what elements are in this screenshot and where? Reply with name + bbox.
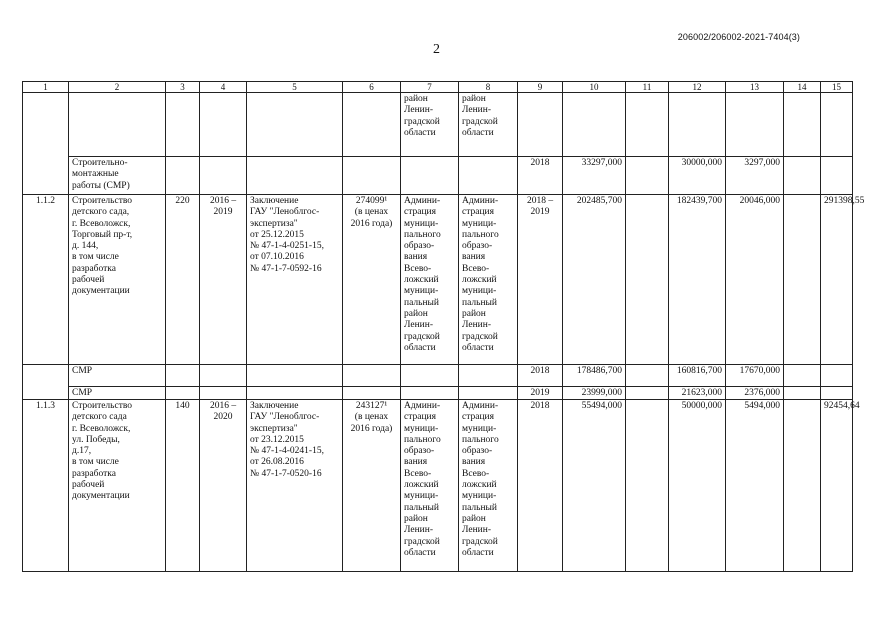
table-cell bbox=[401, 387, 459, 400]
item-name-cell: Строительство детского сада, г. Всеволожск, Торговый пр-т, д. 144, в том числе разработка рабочей документации bbox=[69, 195, 166, 365]
table-cell bbox=[626, 93, 669, 157]
estimated-cost-cell: 243127¹ (в ценах 2016 года) bbox=[343, 400, 401, 572]
period-cell: 2016 – 2020 bbox=[200, 400, 247, 572]
table-cell bbox=[626, 157, 669, 195]
table-cell bbox=[23, 93, 69, 195]
amount-cell: 2376,000 bbox=[726, 387, 784, 400]
table-cell bbox=[200, 387, 247, 400]
year-cell: 2018 bbox=[518, 157, 563, 195]
capacity-cell: 140 bbox=[166, 400, 200, 572]
table-cell bbox=[784, 400, 821, 572]
table-cell bbox=[784, 387, 821, 400]
table-cell bbox=[247, 365, 343, 387]
amount-cell: 202485,700 bbox=[563, 195, 626, 365]
amount-cell: 23999,000 bbox=[563, 387, 626, 400]
year-cell: 2018 – 2019 bbox=[518, 195, 563, 365]
contractor-cell: район Ленин- градской области bbox=[459, 93, 518, 157]
amount-cell: 182439,700 bbox=[669, 195, 726, 365]
table-cell bbox=[784, 157, 821, 195]
table-cell bbox=[200, 157, 247, 195]
table-cell bbox=[459, 387, 518, 400]
table-cell bbox=[459, 365, 518, 387]
column-number: 10 bbox=[563, 82, 626, 93]
year-cell: 2019 bbox=[518, 387, 563, 400]
column-number: 3 bbox=[166, 82, 200, 93]
table-cell bbox=[726, 93, 784, 157]
table-row-continuation bbox=[23, 93, 853, 157]
amount-cell: 20046,000 bbox=[726, 195, 784, 365]
estimated-cost-cell: 274099¹ (в ценах 2016 года) bbox=[343, 195, 401, 365]
column-number: 8 bbox=[459, 82, 518, 93]
column-number: 13 bbox=[726, 82, 784, 93]
table-cell bbox=[821, 93, 853, 157]
table-cell bbox=[343, 93, 401, 157]
column-number: 5 bbox=[247, 82, 343, 93]
table-cell bbox=[166, 157, 200, 195]
table-cell bbox=[166, 387, 200, 400]
expertise-cell: Заключение ГАУ "Леноблгос- экспертиза" от 23.12.2015 № 47-1-4-0241-15, от 26.08.2016 № 47-1-7-0520-16 bbox=[247, 400, 343, 572]
table-cell bbox=[401, 365, 459, 387]
column-number: 1 bbox=[23, 82, 69, 93]
table-cell bbox=[626, 400, 669, 572]
amount-cell: 17670,000 bbox=[726, 365, 784, 387]
column-number: 14 bbox=[784, 82, 821, 93]
customer-cell: Админи- страция муници- пального образо- вания Всево- ложский муници- пальный район Ленин- градской области bbox=[401, 400, 459, 572]
table-cell bbox=[669, 93, 726, 157]
amount-cell: 33297,000 bbox=[563, 157, 626, 195]
item-number-cell: 1.1.3 bbox=[23, 400, 69, 572]
column-number: 7 bbox=[401, 82, 459, 93]
table-cell bbox=[200, 93, 247, 157]
table-cell bbox=[459, 157, 518, 195]
item-name-cell: СМР bbox=[69, 387, 166, 400]
table-cell bbox=[821, 387, 853, 400]
period-cell: 2016 – 2019 bbox=[200, 195, 247, 365]
table-cell bbox=[518, 93, 563, 157]
column-number: 2 bbox=[69, 82, 166, 93]
amount-cell: 178486,700 bbox=[563, 365, 626, 387]
capacity-cell: 220 bbox=[166, 195, 200, 365]
table-cell bbox=[247, 93, 343, 157]
amount-cell: 92454,64 bbox=[821, 400, 853, 572]
table-cell bbox=[343, 365, 401, 387]
table-cell bbox=[626, 365, 669, 387]
column-number: 12 bbox=[669, 82, 726, 93]
table-row-1-1-3 bbox=[23, 400, 853, 572]
table-cell bbox=[69, 93, 166, 157]
item-name-cell: СМР bbox=[69, 365, 166, 387]
column-number: 9 bbox=[518, 82, 563, 93]
table-cell bbox=[784, 365, 821, 387]
table-cell bbox=[200, 365, 247, 387]
item-name-cell: Строительно- монтажные работы (СМР) bbox=[69, 157, 166, 195]
table-cell bbox=[401, 157, 459, 195]
item-number-cell: 1.1.2 bbox=[23, 195, 69, 365]
table-cell bbox=[821, 365, 853, 387]
table-cell bbox=[784, 93, 821, 157]
table-cell bbox=[821, 157, 853, 195]
customer-cell: район Ленин- градской области bbox=[401, 93, 459, 157]
table-cell bbox=[343, 157, 401, 195]
column-number: 6 bbox=[343, 82, 401, 93]
document-number: 206002/206002-2021-7404(3) bbox=[677, 32, 800, 42]
amount-cell: 55494,000 bbox=[563, 400, 626, 572]
table-cell bbox=[247, 157, 343, 195]
amount-cell: 5494,000 bbox=[726, 400, 784, 572]
contractor-cell: Админи- страция муници- пального образо- вания Всево- ложский муници- пальный район Ленин- градской области bbox=[459, 400, 518, 572]
table-cell bbox=[563, 93, 626, 157]
table-cell bbox=[23, 365, 69, 400]
amount-cell: 21623,000 bbox=[669, 387, 726, 400]
year-cell: 2018 bbox=[518, 400, 563, 572]
table-row-smr bbox=[23, 387, 853, 400]
amount-cell: 291398,55 bbox=[821, 195, 853, 365]
table-row-smr bbox=[23, 157, 853, 195]
table-cell bbox=[784, 195, 821, 365]
amount-cell: 30000,000 bbox=[669, 157, 726, 195]
table-cell bbox=[626, 387, 669, 400]
column-number-row bbox=[23, 82, 853, 93]
table-cell bbox=[626, 195, 669, 365]
amount-cell: 50000,000 bbox=[669, 400, 726, 572]
table-cell bbox=[247, 387, 343, 400]
page-number: 2 bbox=[433, 42, 440, 57]
customer-cell: Админи- страция муници- пального образо- вания Всево- ложский муници- пальный район Ленин- градской области bbox=[401, 195, 459, 365]
column-number: 4 bbox=[200, 82, 247, 93]
item-name-cell: Строительство детского сада г. Всеволожск, ул. Победы, д.17, в том числе разработка рабочей документации bbox=[69, 400, 166, 572]
table-cell bbox=[343, 387, 401, 400]
table-cell bbox=[166, 93, 200, 157]
expertise-cell: Заключение ГАУ "Леноблгос- экспертиза" от 25.12.2015 № 47-1-4-0251-15, от 07.10.2016 № 47-1-7-0592-16 bbox=[247, 195, 343, 365]
budget-table bbox=[22, 81, 865, 572]
table-cell bbox=[166, 365, 200, 387]
column-number: 15 bbox=[821, 82, 853, 93]
year-cell: 2018 bbox=[518, 365, 563, 387]
amount-cell: 3297,000 bbox=[726, 157, 784, 195]
table-row-1-1-2 bbox=[23, 195, 853, 365]
contractor-cell: Админи- страция муници- пального образо- вания Всево- ложский муници- пальный район Ленин- градской области bbox=[459, 195, 518, 365]
amount-cell: 160816,700 bbox=[669, 365, 726, 387]
column-number: 11 bbox=[626, 82, 669, 93]
table-row-smr bbox=[23, 365, 853, 387]
